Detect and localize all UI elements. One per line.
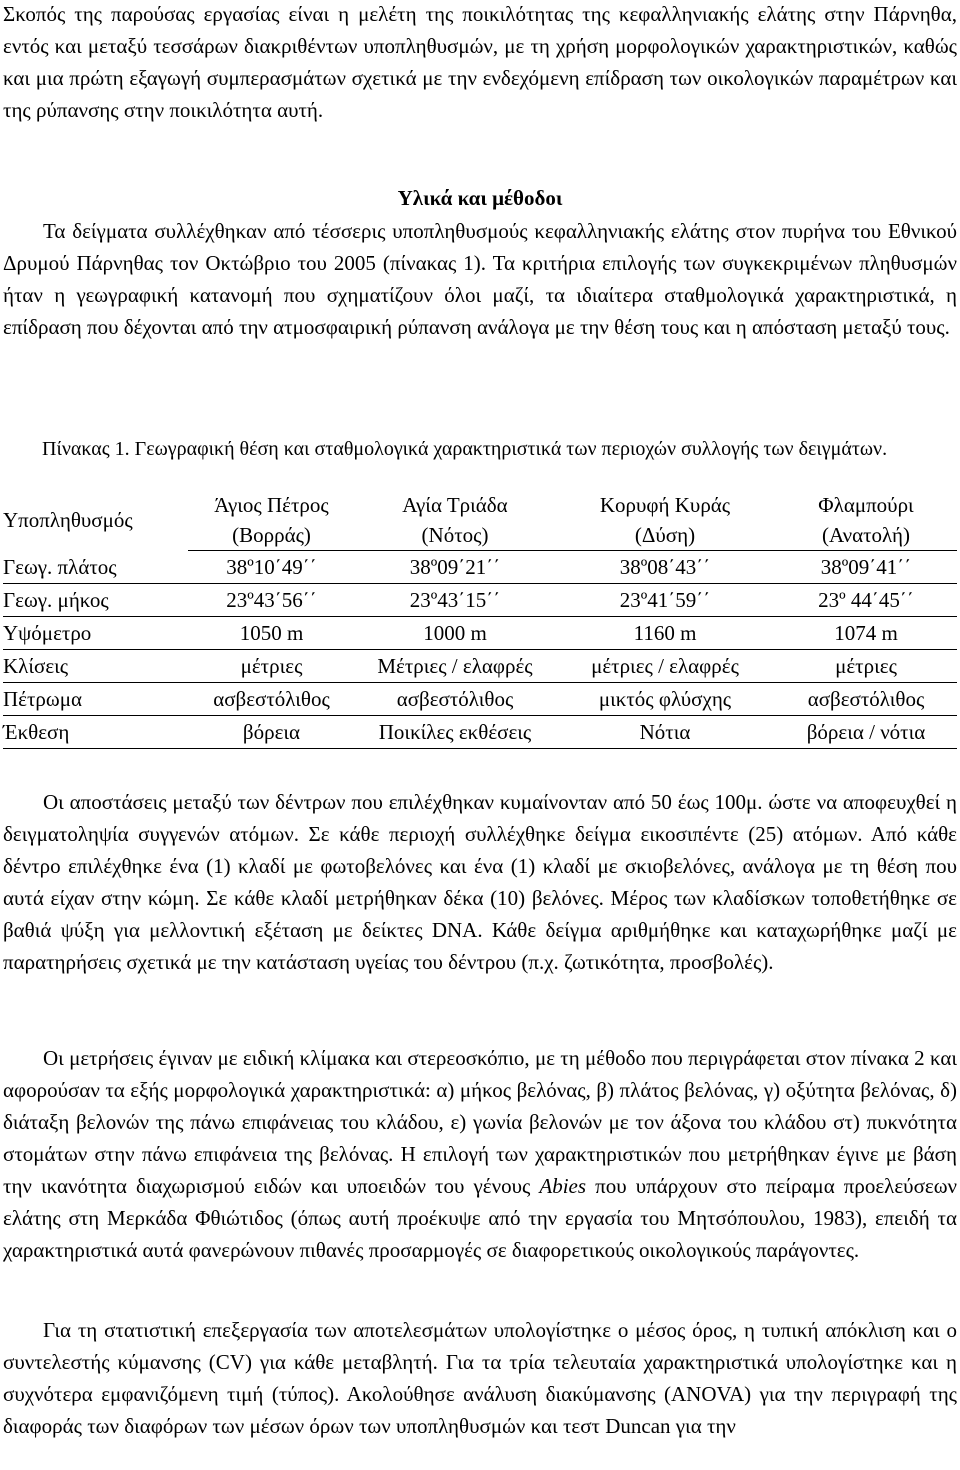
table-cell: Νότια [555, 716, 775, 749]
header-subpopulation: Υποπληθυσμός [3, 508, 133, 533]
table-cell: ασβεστόλιθος [355, 683, 555, 716]
methods-paragraph-3-part-2: που υπάρχουν στο πείραμα προελεύσεων ελάτης στη Μερκάδα Φθιώτιδος (όπως αυτή προέκυψε από την εργασία του Μητσόπουλου, 1983), επειδή τα χαρακτηριστικά αυτά φανερώνουν πιθανές προσαρμογές σε διαφορετικούς οικολογικούς παράγοντες. [3, 1174, 958, 1262]
table-cell: 23º43΄56΄΄ [188, 584, 355, 617]
row-label: Κλίσεις [3, 650, 188, 683]
table-cell: 1000 m [355, 617, 555, 650]
table-cell: 1160 m [555, 617, 775, 650]
table-cell: 38º09΄41΄΄ [775, 551, 957, 584]
table-caption [42, 436, 954, 463]
genus-name: Abies [539, 1174, 587, 1198]
table-cell: μικτός φλύσχης [555, 683, 775, 716]
table-row [3, 617, 957, 650]
table-row [3, 683, 957, 716]
table-header-row [3, 490, 957, 520]
row-label: Γεωγ. πλάτος [3, 551, 188, 584]
table-cell: 38º10΄49΄΄ [188, 551, 355, 584]
table-cell: 38º08΄43΄΄ [555, 551, 775, 584]
table-cell: μέτριες [188, 650, 355, 683]
table-cell: 38º09΄21΄΄ [355, 551, 555, 584]
header-site-name: Φλαμπούρι [818, 493, 914, 517]
row-label: Έκθεση [3, 716, 188, 749]
table-cell: βόρεια [188, 716, 355, 749]
table-cell: Ποικίλες εκθέσεις [355, 716, 555, 749]
methods-paragraph-4: Για τη στατιστική επεξεργασία των αποτελεσμάτων υπολογίστηκε ο μέσος όρος, η τυπική απόκλιση και ο συντελεστής κύμανσης (CV) για κάθε μεταβλητή. Για τα τρία τελευταία χαρακτηριστικά υπολογίστηκε και η συχνότερα εμφανιζόμενη τιμή (τύπος). Ακολούθησε ανάλυση διακύμανσης (ANOVA) για την περιγραφή της διαφοράς των διαφόρων των μέσων όρων των υποπληθυσμών και τεστ Duncan για την [3, 1318, 957, 1438]
table-caption-text: Γεωγραφική θέση και σταθμολογικά χαρακτηριστικά των περιοχών συλλογής των δειγμάτων. [134, 438, 888, 460]
table-cell: 23º43΄15΄΄ [355, 584, 555, 617]
row-label: Γεωγ. μήκος [3, 584, 188, 617]
table-row [3, 584, 957, 617]
methods-paragraph-3 [3, 1042, 957, 1266]
header-site-name: Άγιος Πέτρος [214, 493, 329, 517]
table-cell: μέτριες / ελαφρές [555, 650, 775, 683]
methods-paragraph-2: Οι αποστάσεις μεταξύ των δέντρων που επιλέχθηκαν κυμαίνονταν από 50 έως 100μ. ώστε να αποφευχθεί η δειγματοληψία συγγενών ατόμων. Σε κάθε περιοχή συλλέχθηκε δείγμα εικοσιπέντε (25) ατόμων. Από κάθε δέντρο επιλέχθηκε ένα (1) κλαδί με φωτοβελόνες και ένα (1) κλαδί με σκιοβελόνες, ανάλογα με τη θέση που αυτά είχαν στην κώμη. Σε κάθε κλαδί μετρήθηκαν δέκα (10) βελόνες. Μέρος των κλαδίσκων τοποθετήθηκε σε βαθιά ψύξη για μελλοντική εξέταση με δείκτες DNA. Κάθε δείγμα αριθμήθηκε και καταχωρήθηκε μαζί με παρατηρήσεις σχετικά με την κατάσταση υγείας του δέντρου (π.χ. ζωτικότητα, προσβολές). [3, 790, 957, 974]
header-site-direction: (Νότος) [355, 520, 555, 551]
table-cell: Μέτριες / ελαφρές [355, 650, 555, 683]
header-site-direction: (Βορράς) [188, 520, 355, 551]
methods-paragraph-3-part-1: Οι μετρήσεις έγιναν με ειδική κλίμακα και στερεοσκόπιο, με τη μέθοδο που περιγράφεται στον πίνακα 2 και αφορούσαν τα εξής μορφολογικά χαρακτηριστικά: α) μήκος βελόνας, β) πλάτος βελόνας, γ) οξύτητα βελόνας, δ) διάταξη βελονών της πάνω επιφάνειας του κλάδου, ε) γωνία βελονών με τον άξονα του κλάδου στ) πυκνότητα στομάτων στην πάνω επιφάνεια της βελόνας. Η επιλογή των χαρακτηριστικών που μετρήθηκαν έγινε με βάση την ικανότητα διαχωρισμού ειδών και υποειδών του γένους [3, 1046, 957, 1198]
table-cell: μέτριες [775, 650, 957, 683]
header-site-name: Αγία Τριάδα [402, 493, 508, 517]
row-label: Υψόμετρο [3, 617, 188, 650]
methods-paragraph-1: Τα δείγματα συλλέχθηκαν από τέσσερις υποπληθυσμούς κεφαλληνιακής ελάτης στον πυρήνα του Εθνικού Δρυμού Πάρνηθας τον Οκτώβριο του 2005 (πίνακας 1). Τα κριτήρια επιλογής των συγκεκριμένων πληθυσμών ήταν η γεωγραφική κατανομή που σχηματίζουν όλοι μαζί, τα ιδιαίτερα σταθμολογικά χαρακτηριστικά, η επίδραση που δέχονται από την ατμοσφαιρική ρύπανση ανάλογα με την θέση τους και η απόσταση μεταξύ τους. [3, 219, 957, 339]
table-cell: ασβεστόλιθος [188, 683, 355, 716]
table-cell: ασβεστόλιθος [775, 683, 957, 716]
table-cell: 23º41΄59΄΄ [555, 584, 775, 617]
row-label: Πέτρωμα [3, 683, 188, 716]
sampling-sites-table [3, 490, 957, 749]
table-row [3, 716, 957, 749]
header-site-direction: (Δύση) [555, 520, 775, 551]
table-cell: 1074 m [775, 617, 957, 650]
header-site-direction: (Ανατολή) [775, 520, 957, 551]
table-row [3, 551, 957, 584]
section-heading: Υλικά και μέθοδοι [397, 186, 563, 210]
table-cell: 1050 m [188, 617, 355, 650]
table-caption-label: Πίνακας 1. [42, 438, 130, 460]
table-row [3, 650, 957, 683]
intro-paragraph: Σκοπός της παρούσας εργασίας είναι η μελέτη της ποικιλότητας της κεφαλληνιακής ελάτης στην Πάρνηθα, εντός και μεταξύ τεσσάρων διακριθέντων υποπληθυσμών, με τη χρήση μορφολογικών χαρακτηριστικών, καθώς και μια πρώτη εξαγωγή συμπερασμάτων σχετικά με την ενδεχόμενη επίδραση των οικολογικών παραμέτρων και της ρύπανσης στην ποικιλότητα αυτή. [3, 2, 957, 122]
table-cell: βόρεια / νότια [775, 716, 957, 749]
header-site-name: Κορυφή Κυράς [599, 493, 731, 517]
table-cell: 23º 44΄45΄΄ [775, 584, 957, 617]
